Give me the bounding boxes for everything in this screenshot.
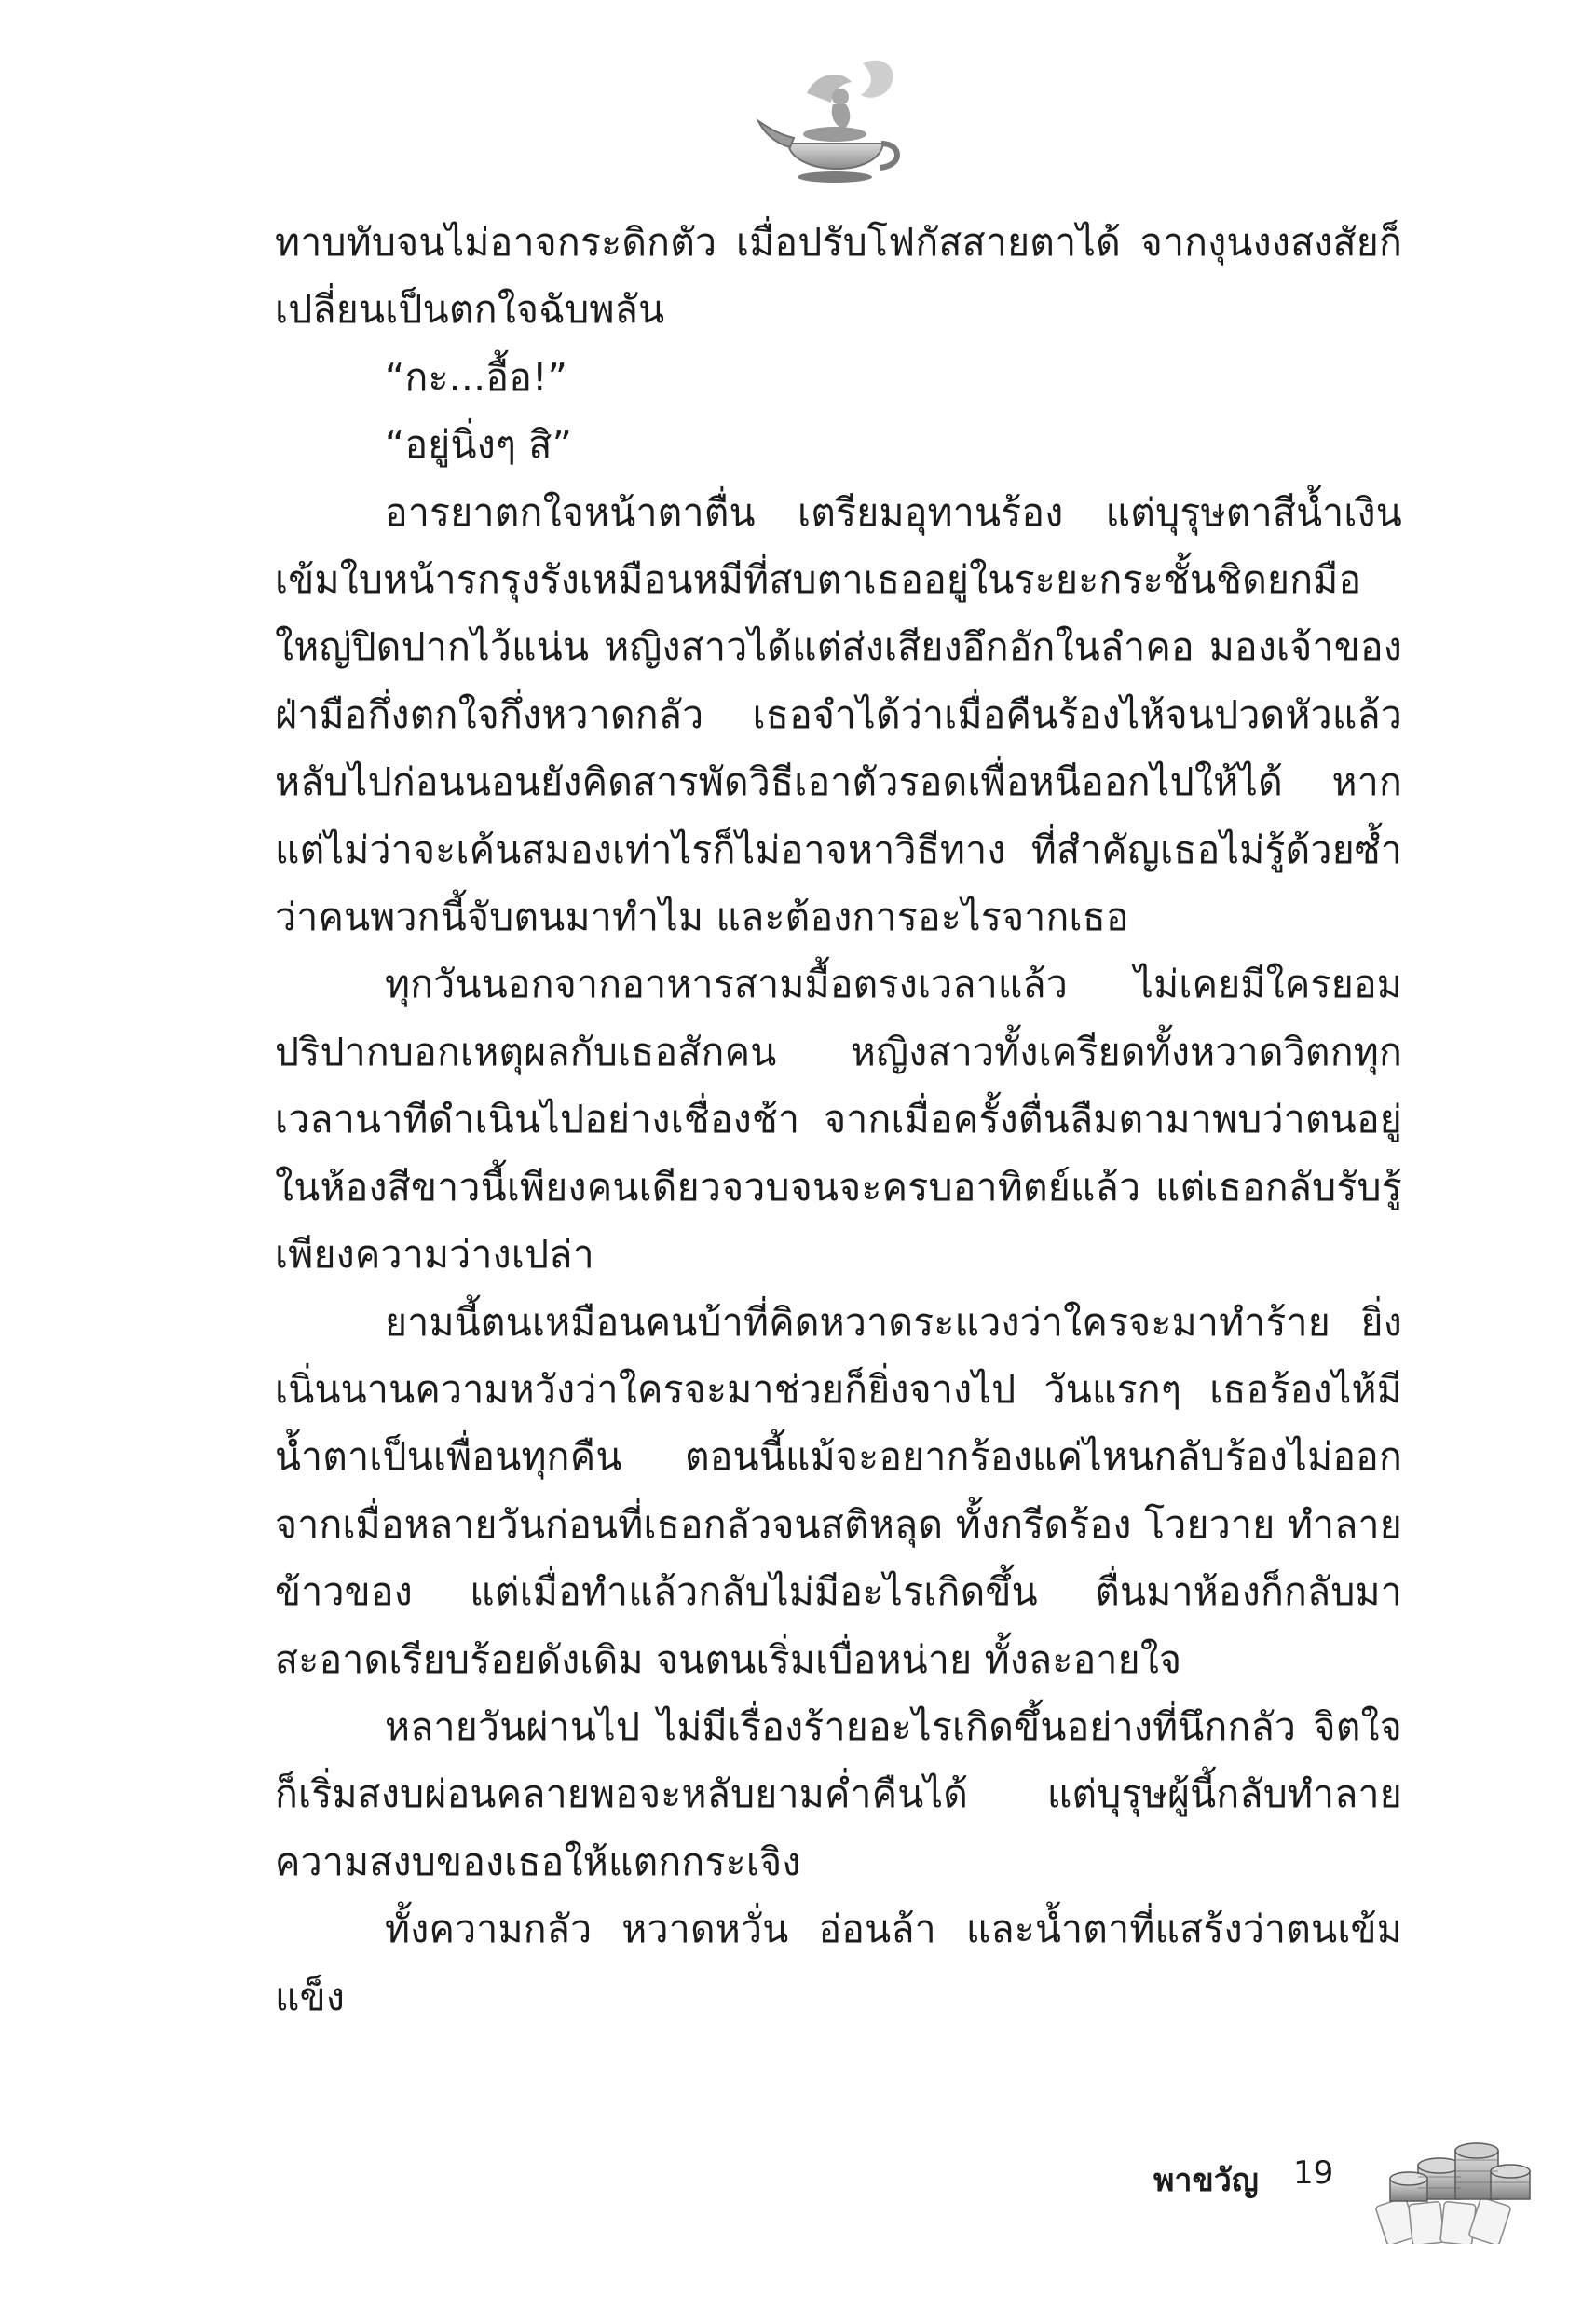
- poker-chips-cards-ornament-icon: [1362, 2123, 1548, 2244]
- book-title: พาขวัญ: [1153, 2162, 1259, 2199]
- page-number: 19: [1293, 2154, 1334, 2192]
- paragraph: ทาบทับจนไม่อาจกระดิกตัว เมื่อปรับโฟกัสสายตาได้ จากงุนงงสงสัยก็เปลี่ยนเป็นตกใจฉับพลัน: [275, 220, 1402, 333]
- paragraph: “กะ...อื้อ!”: [385, 354, 568, 400]
- paragraph: อารยาตกใจหน้าตาตื่น เตรียมอุทานร้อง แต่บุรุษตาสีน้ำเงินเข้มใบหน้ารกรุงรังเหมือนหมีที่สบตาเธออยู่ในระยะกระชั้นชิดยกมือใหญ่ปิดปากไว้แน่น หญิงสาวได้แต่ส่งเสียงอึกอักในลำคอ มองเจ้าของฝ่ามือกึ่งตกใจกึ่งหวาดกลัว เธอจำได้ว่าเมื่อคืนร้องไห้จนปวดหัวแล้วหลับไปก่อนนอนยังคิดสารพัดวิธีเอาตัวรอดเพื่อหนีออกไปให้ได้ หากแต่ไม่ว่าจะเค้นสมองเท่าไรก็ไม่อาจหาวิธีทาง ที่สำคัญเธอไม่รู้ด้วยซ้ำว่าคนพวกนี้จับตนมาทำไม และต้องการอะไรจากเธอ: [275, 489, 1402, 940]
- paragraph: ทุกวันนอกจากอาหารสามมื้อตรงเวลาแล้ว ไม่เคยมีใครยอมปริปากบอกเหตุผลกับเธอสักคน หญิงสาวทั้งเครียดทั้งหวาดวิตกทุกเวลานาทีดำเนินไปอย่างเชื่องช้า จากเมื่อครั้งตื่นลืมตามาพบว่าตนอยู่ในห้องสีขาวนี้เพียงคนเดียวจวบจนจะครบอาทิตย์แล้ว แต่เธอกลับรับรู้เพียงความว่างเปล่า: [275, 962, 1402, 1278]
- cupid-teapot-ornament-icon: [751, 54, 909, 194]
- chapter-text: [275, 209, 1402, 2031]
- paragraph: ยามนี้ตนเหมือนคนบ้าที่คิดหวาดระแวงว่าใครจะมาทำร้าย ยิ่งเนิ่นนานความหวังว่าใครจะมาช่วยก็ยิ่งจางไป วันแรกๆ เธอร้องไห้มีน้ำตาเป็นเพื่อนทุกคืน ตอนนี้แม้จะอยากร้องแค่ไหนกลับร้องไม่ออก จากเมื่อหลายวันก่อนที่เธอกลัวจนสติหลุด ทั้งกรีดร้อง โวยวาย ทำลายข้าวของ แต่เมื่อทำแล้วกลับไม่มีอะไรเกิดขึ้น ตื่นมาห้องก็กลับมาสะอาดเรียบร้อยดังเดิม จนตนเริ่มเบื่อหน่าย ทั้งละอายใจ: [275, 1299, 1402, 1682]
- paragraph: “อยู่นิ่งๆ สิ”: [385, 422, 573, 468]
- paragraph: หลายวันผ่านไป ไม่มีเรื่องร้ายอะไรเกิดขึ้นอย่างที่นึกกลัว จิตใจก็เริ่มสงบผ่อนคลายพอจะหลับยามค่ำคืนได้ แต่บุรุษผู้นี้กลับทำลายความสงบของเธอให้แตกกระเจิง: [275, 1703, 1402, 1884]
- page-footer: [0, 2123, 1596, 2253]
- paragraph: ทั้งความกลัว หวาดหวั่น อ่อนล้า และน้ำตาที่แสร้งว่าตนเข้มแข็ง: [275, 1907, 1402, 2019]
